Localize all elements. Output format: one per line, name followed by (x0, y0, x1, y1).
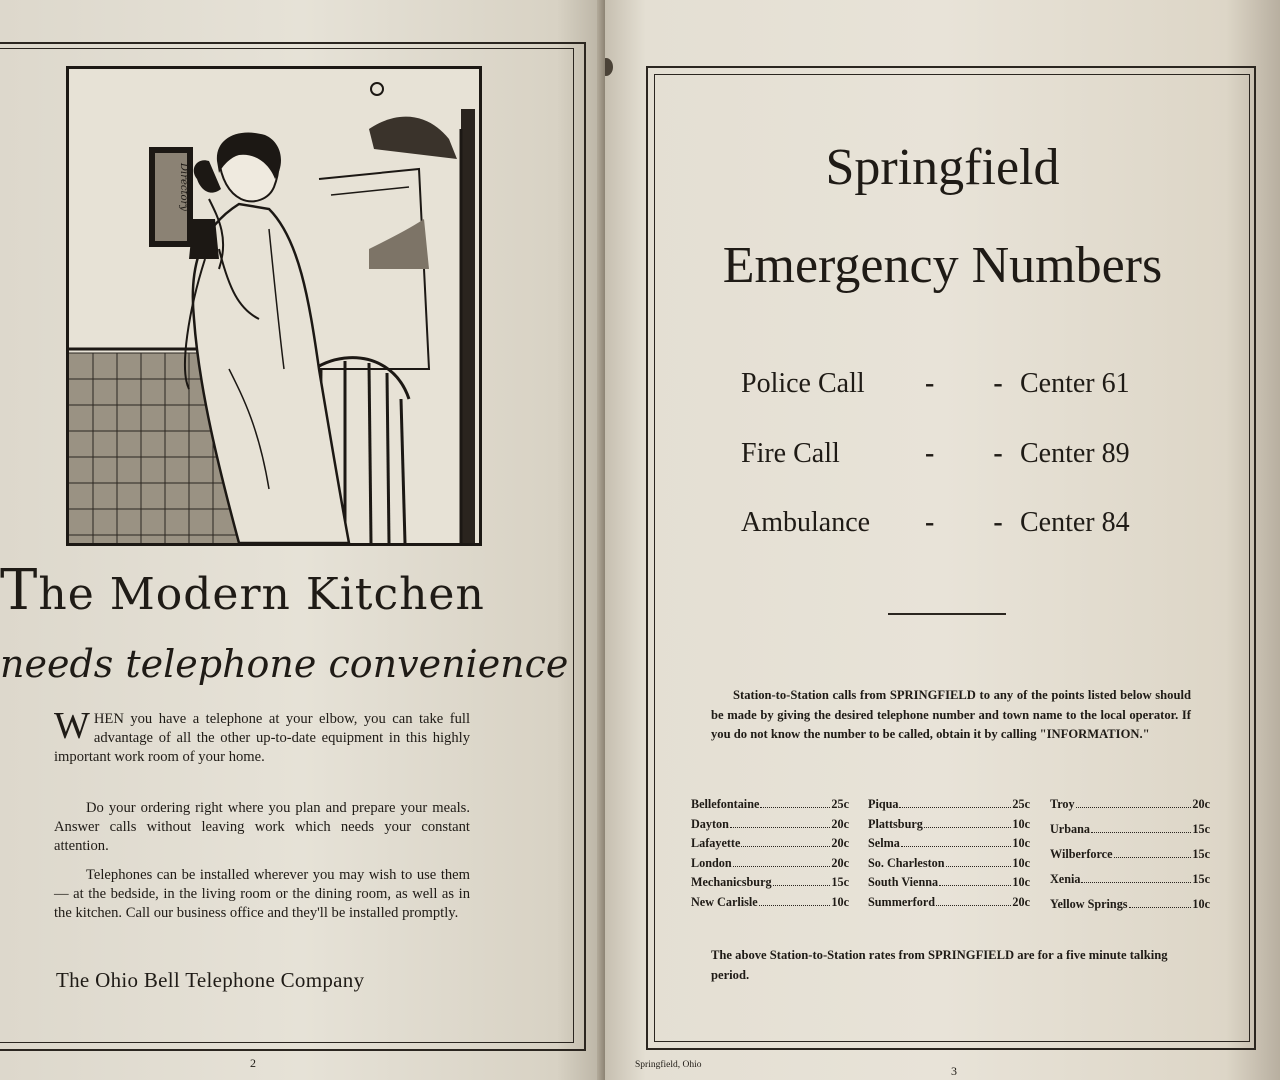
rate-leader (1114, 856, 1192, 858)
rate-row (868, 895, 1030, 915)
section-divider (888, 613, 1006, 615)
rate-row (868, 875, 1030, 895)
rate-town: Summerford (868, 894, 936, 909)
rate-town: Plattsburg (868, 816, 923, 831)
rate-town: New Carlisle (691, 894, 758, 909)
headline-line-1-text: he Modern Kitchen (38, 569, 485, 620)
emergency-number: Center 84 (1020, 507, 1130, 538)
rate-row (868, 817, 1030, 837)
title-springfield: Springfield (825, 139, 1060, 196)
rate-town: Selma (868, 836, 900, 851)
rates-footnote: The above Station-to-Station rates from SPRINGFIELD are for a five minute talking period. (711, 948, 1168, 982)
rate-value: 20c (831, 855, 849, 870)
woman-on-telephone-drawing (69, 69, 479, 543)
title-emergency-numbers: Emergency Numbers (722, 237, 1163, 294)
headline-line-1 (0, 558, 485, 623)
rates-column-1 (691, 797, 849, 915)
rate-town: Xenia (1050, 872, 1081, 886)
rate-row (868, 856, 1030, 876)
rate-leader (773, 884, 831, 886)
right-page-number: 3 (951, 1064, 957, 1078)
emergency-number: Center 89 (1020, 438, 1130, 469)
rate-row (691, 895, 849, 915)
emergency-leader: - - (925, 368, 1029, 399)
rate-value: 10c (1012, 816, 1030, 831)
body-paragraph-2: Do your ordering right where you plan and prepare your meals. Answer calls without leaving work which needs your constant attention. (54, 800, 470, 855)
rate-town: Lafayette (691, 836, 741, 851)
rate-town: Troy (1050, 797, 1075, 811)
rate-leader (939, 884, 1011, 886)
rate-town: Piqua (868, 797, 899, 811)
rate-value: 10c (1012, 875, 1030, 890)
rate-town: Mechanicsburg (691, 875, 772, 890)
rate-value: 15c (831, 875, 849, 890)
rate-value: 20c (1192, 797, 1210, 811)
footer-city: Springfield, Ohio (635, 1060, 702, 1070)
rate-row (868, 797, 1030, 817)
rate-row (1050, 847, 1210, 872)
rate-town: Urbana (1050, 822, 1090, 836)
rate-value: 15c (1192, 822, 1210, 836)
rate-town: Wilberforce (1050, 847, 1113, 861)
emergency-number: Center 61 (1020, 368, 1130, 399)
left-page (0, 0, 605, 1080)
rate-row (691, 797, 849, 817)
rate-row (1050, 897, 1210, 922)
rate-leader (946, 865, 1012, 867)
rate-value: 10c (831, 894, 849, 909)
rate-value: 15c (1192, 872, 1210, 886)
rate-value: 20c (831, 816, 849, 831)
body-paragraph-1 (54, 705, 470, 768)
rate-row (691, 836, 849, 856)
binder-hole (605, 58, 613, 76)
rate-leader (1129, 906, 1192, 908)
rate-leader (1091, 831, 1191, 833)
rate-town: Yellow Springs (1050, 897, 1128, 911)
headline-line-2: needs telephone convenience (0, 642, 569, 686)
left-page-number: 2 (250, 1056, 256, 1070)
rate-row (691, 875, 849, 895)
rate-town: London (691, 855, 732, 870)
rate-leader (924, 826, 1012, 828)
rate-row (868, 836, 1030, 856)
directory-label: Directory (178, 163, 189, 211)
rate-value: 10c (1012, 855, 1030, 870)
rates-column-2 (868, 797, 1030, 915)
rate-leader (899, 806, 1011, 808)
body-paragraph-3: Telephones can be installed wherever you may wish to use them — at the bedside, in the living room or the dining room, as well as in the kitchen. Call our business office and they'll be installed promptly. (54, 867, 470, 922)
rate-value: 20c (831, 836, 849, 851)
emergency-leader: - - (925, 438, 1029, 469)
emergency-label: Fire Call (741, 438, 840, 469)
rate-leader (901, 845, 1012, 847)
emergency-label: Police Call (741, 368, 865, 399)
station-calls-note: Station-to-Station calls from SPRINGFIELD to any of the points listed below should be made by giving the desired telephone number and town name to the local operator. If you do not know the number to be called, obtain it by calling "INFORMATION." (711, 688, 1191, 742)
rate-row (1050, 822, 1210, 847)
rate-leader (760, 806, 830, 808)
headline-drop-letter: T (0, 558, 39, 623)
rate-leader (733, 865, 831, 867)
kitchen-telephone-illustration (66, 66, 482, 546)
rate-town: Bellefontaine (691, 797, 760, 811)
rate-leader (1081, 881, 1191, 883)
rate-row (1050, 797, 1210, 822)
rate-town: South Vienna (868, 875, 939, 890)
rate-row (691, 817, 849, 837)
rate-value: 10c (1192, 897, 1210, 911)
rate-leader (730, 826, 830, 828)
rate-row (691, 856, 849, 876)
rate-leader (1076, 806, 1192, 808)
rates-column-3 (1050, 797, 1210, 922)
rate-row (1050, 872, 1210, 897)
rate-value: 15c (1192, 847, 1210, 861)
paragraph-drop-cap: W (54, 705, 90, 747)
rate-leader (759, 904, 831, 906)
emergency-leader: - - (925, 507, 1029, 538)
rate-value: 10c (1012, 836, 1030, 851)
right-page (605, 0, 1280, 1080)
emergency-label: Ambulance (741, 507, 871, 538)
company-signature: The Ohio Bell Telephone Company (56, 968, 365, 992)
rate-value: 25c (831, 797, 849, 811)
rate-leader (741, 845, 830, 847)
rate-leader (936, 904, 1011, 906)
rate-town: So. Charleston (868, 855, 945, 870)
rate-value: 25c (1012, 797, 1030, 811)
rate-value: 20c (1012, 894, 1030, 909)
body-paragraph-1-text: HEN you have a telephone at your elbow, you can take full advantage of all the other up-to-date equipment in this highly important work room of your home. (54, 711, 470, 766)
rate-town: Dayton (691, 816, 729, 831)
